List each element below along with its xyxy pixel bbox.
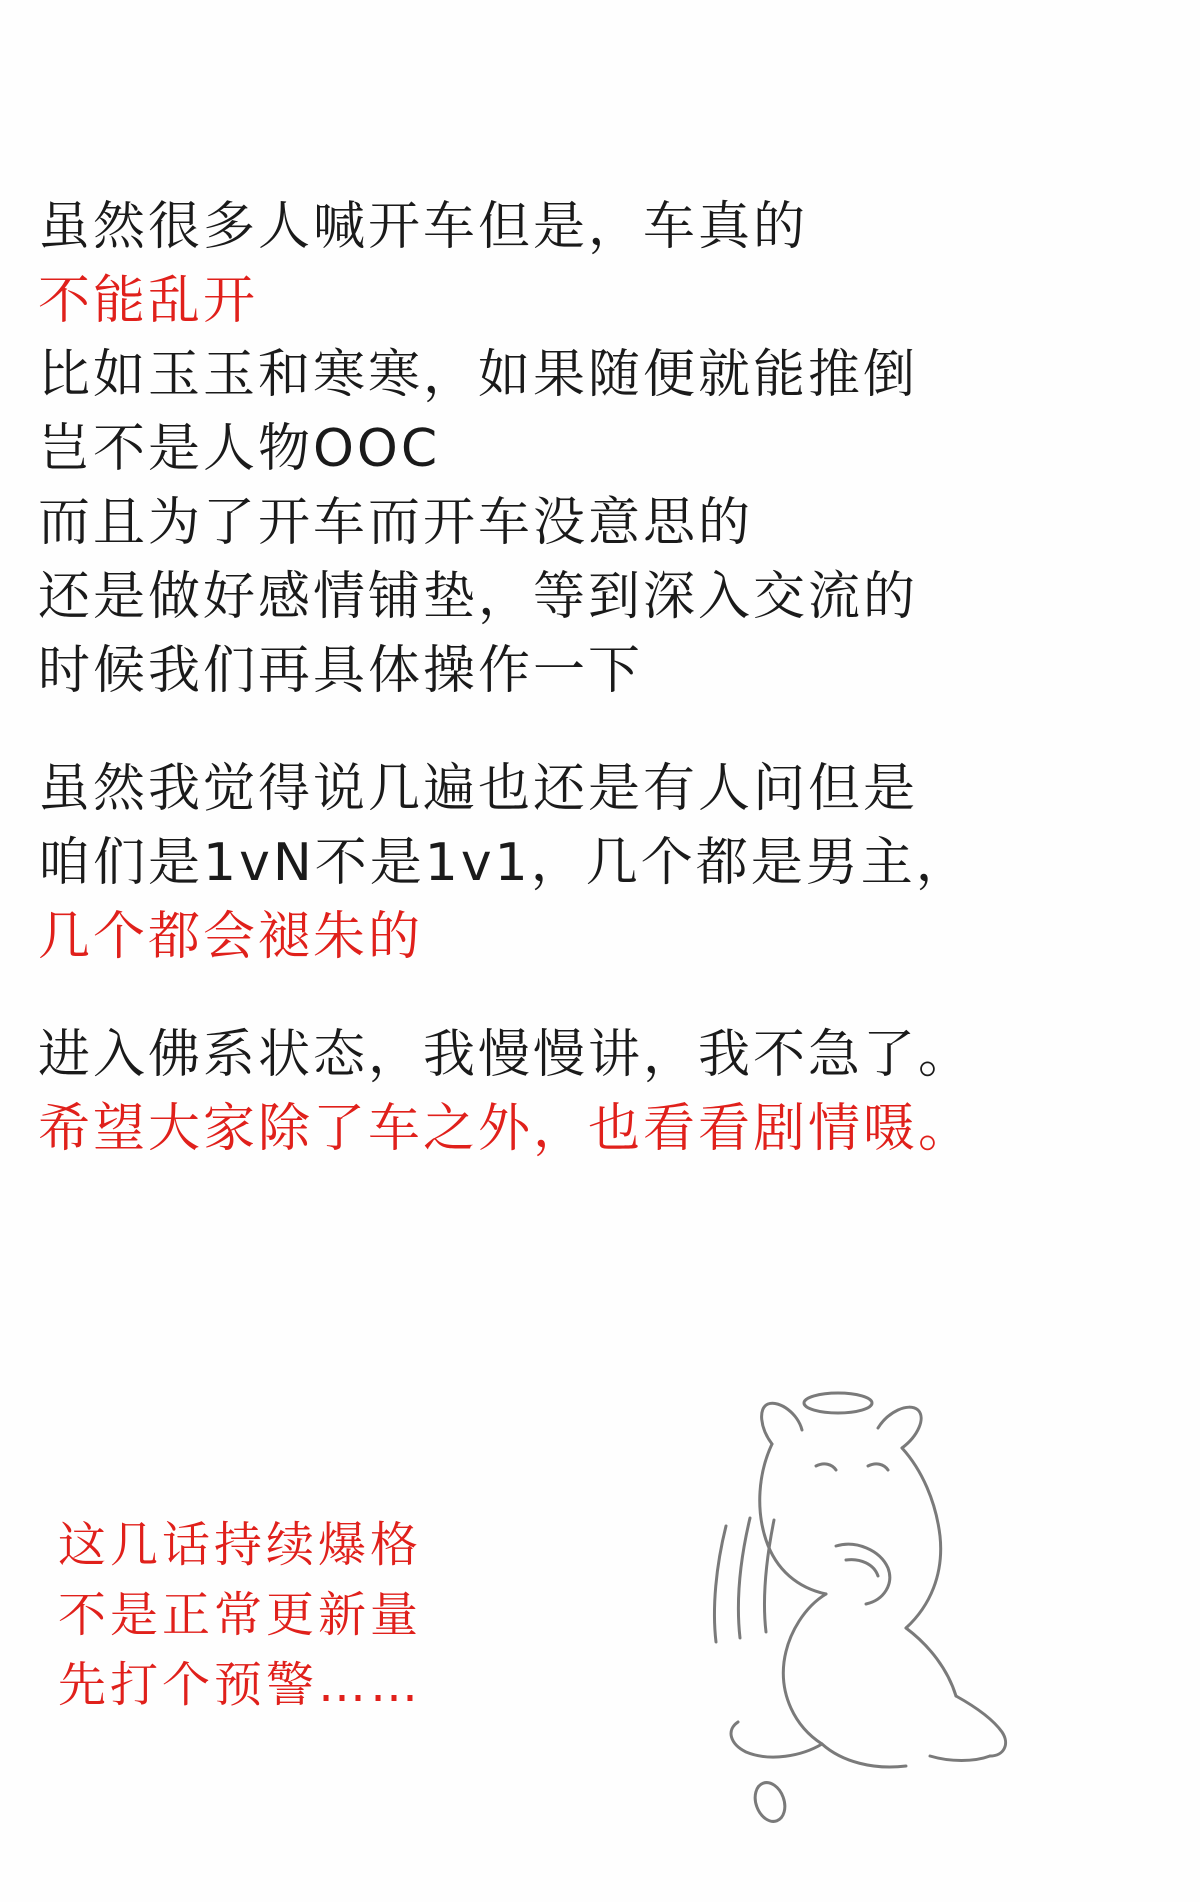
note-line: 不是正常更新量	[58, 1587, 423, 1643]
text-line-highlight: 不能乱开	[38, 271, 259, 331]
text-line: 咱们是1vN不是1v1，几个都是男主，	[38, 833, 971, 893]
note-line: 这几话持续爆格	[58, 1517, 423, 1573]
text-line: 比如玉玉和寒寒，如果随便就能推倒	[38, 345, 919, 405]
paragraph-gap	[38, 974, 1168, 1018]
angel-duck-doodle-icon	[630, 1370, 1100, 1870]
text-line: 虽然很多人喊开车但是，车真的	[38, 197, 809, 257]
text-line: 虽然我觉得说几遍也还是有人问但是	[38, 759, 919, 819]
text-line: 而且为了开车而开车没意思的	[38, 493, 754, 553]
text-line-highlight: 希望大家除了车之外，也看看剧情嗫。	[38, 1099, 974, 1159]
text-line-highlight: 几个都会褪朱的	[38, 907, 424, 967]
text-line: 还是做好感情铺垫，等到深入交流的	[38, 567, 919, 627]
text-line: 进入佛系状态，我慢慢讲，我不急了。	[38, 1025, 974, 1085]
text-line: 时候我们再具体操作一下	[38, 641, 644, 701]
note-block	[58, 1510, 578, 1720]
paragraph-gap	[38, 708, 1168, 752]
text-line: 岂不是人物OOC	[38, 419, 441, 479]
main-text-block	[38, 190, 1168, 1166]
note-line: 先打个预警……	[58, 1657, 423, 1713]
